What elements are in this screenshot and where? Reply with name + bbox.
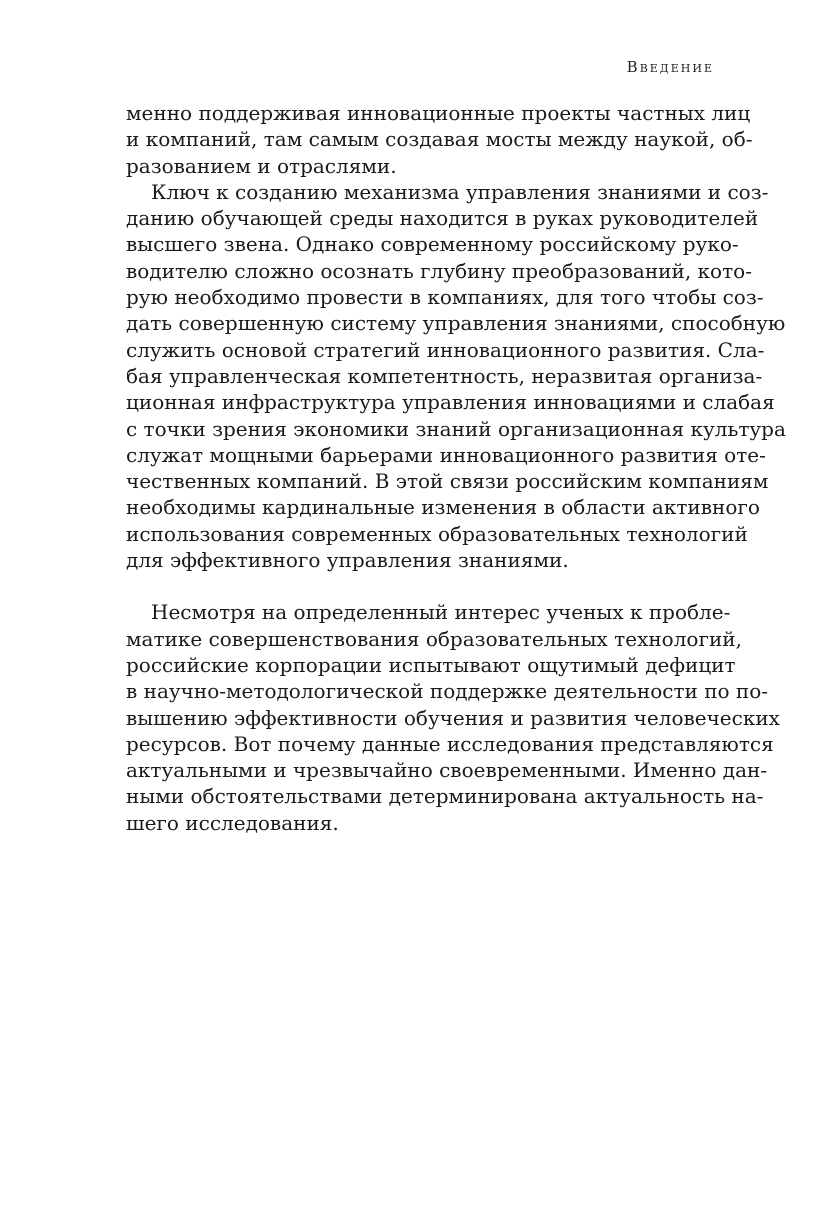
text-line: рую необходимо провести в компаниях, для того чтобы соз- [126,285,764,310]
text-line: матике совершенствования образовательных технологий, [126,626,742,651]
text-line: с точки зрения экономики знаний организационная культура [126,416,786,441]
paragraph [126,100,753,179]
paragraph [126,599,780,836]
text-line: вышению эффективности обучения и развития человеческих [126,705,780,730]
text-line: бая управленческая компетентность, неразвитая организа- [126,363,763,388]
text-line: Ключ к созданию механизма управления знаниями и соз- [151,179,769,204]
text-line: водителю сложно осознать глубину преобразований, кото- [126,258,752,283]
text-line: ресурсов. Вот почему данные исследования представляются [126,731,774,756]
text-line: актуальными и чрезвычайно своевременными. Именно дан- [126,758,768,783]
paragraph-spacer [126,573,716,599]
text-line: служат мощными барьерами инновационного развития оте- [126,442,766,467]
text-line: чественных компаний. В этой связи российским компаниям [126,469,769,494]
text-line: использования современных образовательных технологий [126,521,748,546]
text-line: необходимы кардинальные изменения в области активного [126,495,760,520]
page-body [126,100,786,836]
text-line: высшего звена. Однако современному российскому руко- [126,232,739,257]
text-line: менно поддерживая инновационные проекты частных лиц [126,101,751,125]
text-line: в научно-методологической поддержке деятельности по по- [126,679,769,704]
text-line: и компаний, там самым создавая мосты между наукой, об- [126,127,753,152]
paragraph [126,179,786,573]
text-line: ными обстоятельствами детерминирована актуальность на- [126,784,764,809]
text-line: Несмотря на определенный интерес ученых к пробле- [151,600,731,625]
text-line: для эффективного управления знаниями. [126,548,569,573]
text-line: шего исследования. [126,810,339,835]
text-line: служить основой стратегий инновационного развития. Сла- [126,337,765,362]
text-line: данию обучающей среды находится в руках руководителей [126,206,759,231]
text-line: разованием и отраслями. [126,153,397,178]
text-line: ционная инфраструктура управления инновациями и слабая [126,390,775,415]
text-line: российские корпорации испытывают ощутимый дефицит [126,652,736,677]
text-line: дать совершенную систему управления знаниями, способную [126,311,786,336]
running-head: Введение [626,58,714,76]
